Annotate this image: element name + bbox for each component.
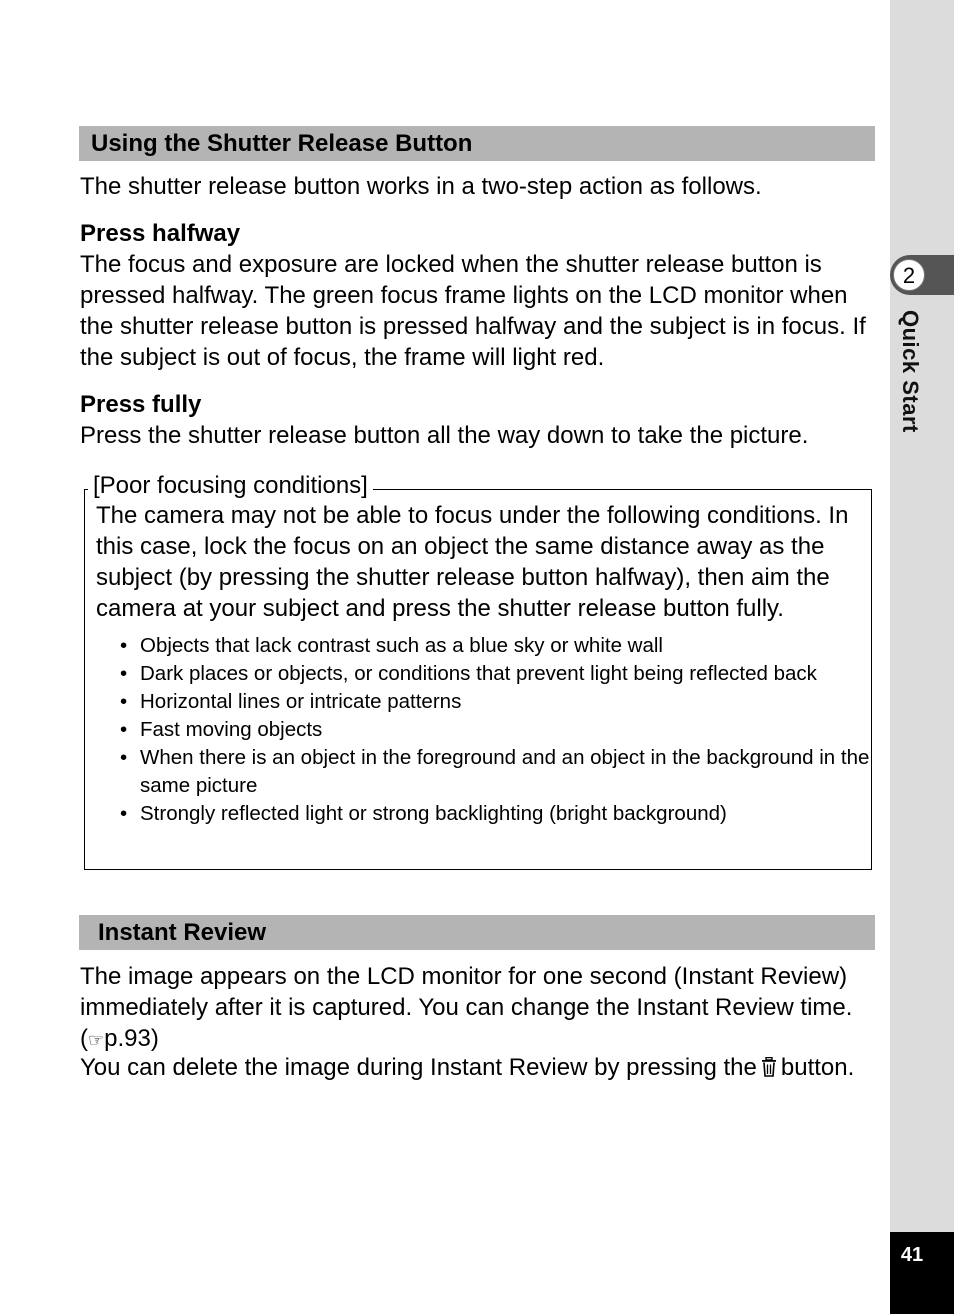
press-fully-text: Press the shutter release button all the way down to take the picture.	[80, 422, 809, 449]
list-item: • Dark places or objects, or conditions that prevent light being reflected back	[112, 660, 872, 688]
chapter-sidebar	[890, 0, 954, 1314]
section-heading-shutter: Using the Shutter Release Button	[79, 126, 875, 161]
page-number: 41	[900, 1244, 924, 1266]
chapter-label: Quick Start	[898, 310, 923, 433]
list-item: • Strongly reflected light or strong backlighting (bright background)	[112, 800, 872, 828]
list-item: • Objects that lack contrast such as a blue sky or white wall	[112, 632, 872, 660]
instant-review-body: The image appears on the LCD monitor for one second (Instant Review) immediately after it is captured. You can change the Instant Review time.	[80, 963, 853, 1021]
instant-review-text: The image appears on the LCD monitor for one second (Instant Review) immediately after it is captured. You can change the Instant Review time. (☞p.93)	[80, 963, 853, 1052]
page-ref-link[interactable]: p.93	[104, 1025, 151, 1052]
press-fully-heading: Press fully	[80, 391, 202, 418]
list-item: • When there is an object in the foreground and an object in the background in the same picture	[112, 744, 872, 800]
section-intro: The shutter release button works in a two-step action as follows.	[80, 173, 762, 200]
delete-text	[80, 1052, 890, 1083]
conditions-list	[112, 632, 872, 828]
delete-text-after: button.	[780, 1054, 855, 1081]
list-item: • Horizontal lines or intricate patterns	[112, 688, 872, 716]
delete-text-before: You can delete the image during Instant Review by pressing the	[80, 1054, 757, 1081]
page-ref-icon: ☞	[88, 1030, 105, 1051]
section-heading-instant-review: Instant Review	[79, 915, 875, 950]
chapter-number: 2	[893, 259, 925, 291]
list-item: • Fast moving objects	[112, 716, 872, 744]
trash-icon	[761, 1057, 777, 1077]
note-title: [Poor focusing conditions]	[88, 472, 373, 500]
note-text: The camera may not be able to focus under the following conditions. In this case, lock the focus on an object the same distance away as the subject (by pressing the shutter release button halfway), then aim the camera at your subject and press the shutter release button fully.	[96, 502, 849, 622]
press-halfway-heading: Press halfway	[80, 220, 241, 247]
press-halfway-text: The focus and exposure are locked when the shutter release button is pressed halfway. The green focus frame lights on the LCD monitor when the shutter release button is pressed halfway and the subject is in focus. If the subject is out of focus, the frame will light red.	[80, 251, 866, 371]
